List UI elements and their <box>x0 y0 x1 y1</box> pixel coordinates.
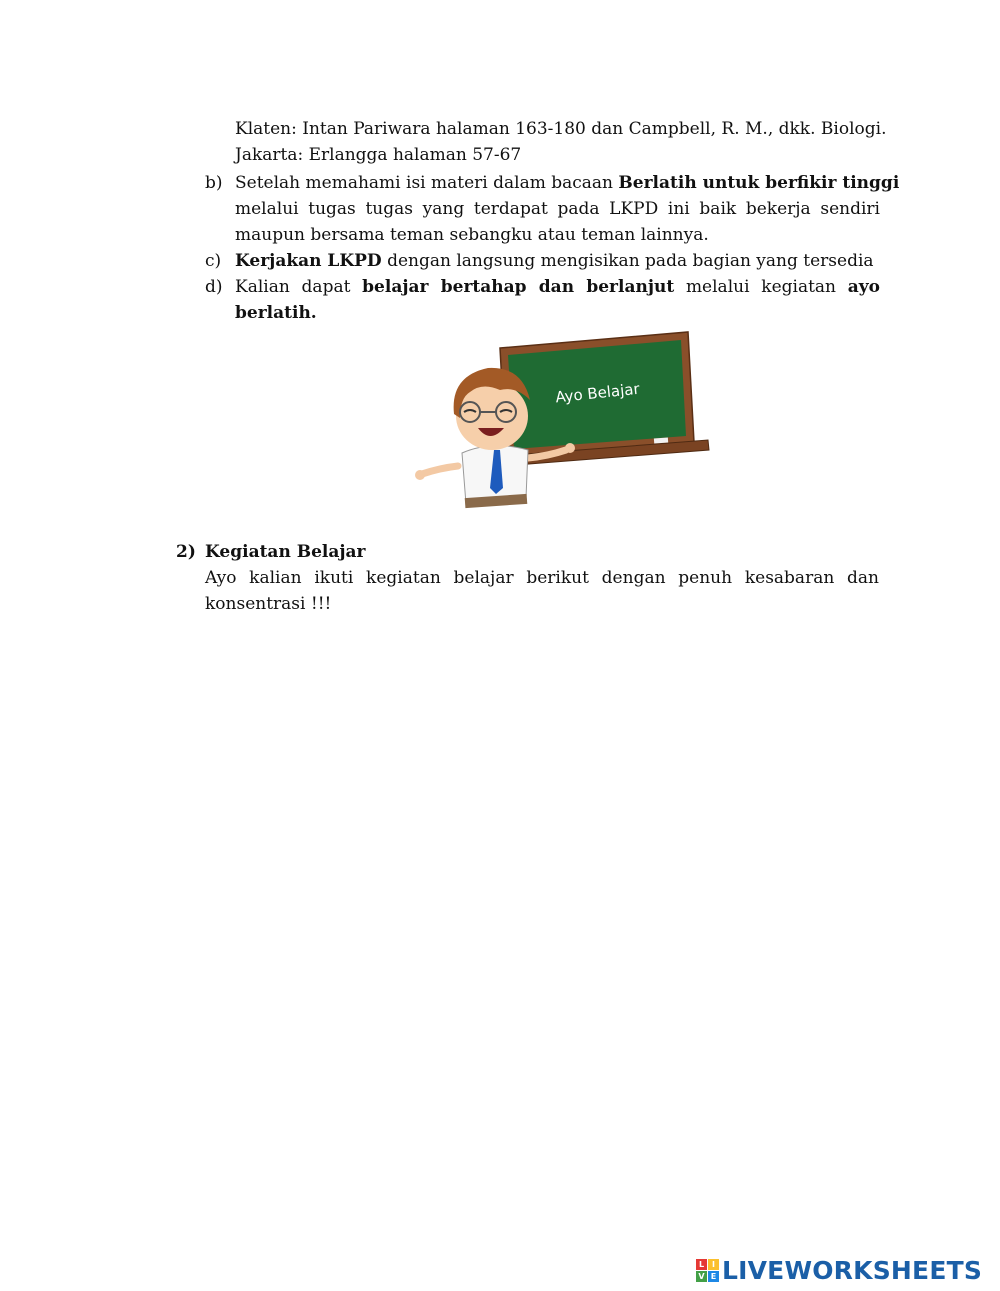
boy-left-arm <box>422 466 458 474</box>
list-marker-c: c) <box>205 251 222 271</box>
list-item-b-line-2: melalui tugas tugas yang terdapat pada LKPD ini baik bekerja sendiri <box>235 199 880 219</box>
reference-line-2: Jakarta: Erlangga halaman 57-67 <box>235 145 522 165</box>
logo-text: LIVEWORKSHEETS <box>722 1255 983 1285</box>
list-item-b-line-3: maupun bersama teman sebangku atau teman lainnya. <box>235 225 709 245</box>
boy-chalkboard-illustration <box>410 328 716 510</box>
section-number: 2) <box>176 542 196 562</box>
list-item-d-line-1: Kalian dapat belajar bertahap dan berlanjut melalui kegiatan ayo <box>235 277 880 297</box>
chalk <box>654 438 668 444</box>
list-item-b-line-1: Setelah memahami isi materi dalam bacaan Berlatih untuk berfikir tinggi <box>235 173 900 193</box>
logo-cube-i: I <box>708 1259 719 1270</box>
list-marker-d: d) <box>205 277 223 297</box>
boy-right-hand <box>565 443 575 453</box>
logo-cube-v: V <box>696 1271 707 1282</box>
section-title: Kegiatan Belajar <box>205 542 366 562</box>
chalkboard-text: Ayo Belajar <box>554 379 641 407</box>
logo-cube-l: L <box>696 1259 707 1270</box>
logo-cubes-icon <box>696 1259 719 1282</box>
logo-cube-e: E <box>708 1271 719 1282</box>
list-marker-b: b) <box>205 173 223 193</box>
reference-line-1: Klaten: Intan Pariwara halaman 163-180 dan Campbell, R. M., dkk. Biologi. <box>235 119 887 139</box>
boy-left-hand <box>415 470 425 480</box>
section-text-line-1: Ayo kalian ikuti kegiatan belajar berikut dengan penuh kesabaran dan <box>205 568 879 588</box>
list-item-d-line-2: berlatih. <box>235 303 317 323</box>
liveworksheets-logo <box>696 1255 982 1285</box>
section-text-line-2: konsentrasi !!! <box>205 594 332 614</box>
list-item-c-line-1: Kerjakan LKPD dengan langsung mengisikan pada bagian yang tersedia <box>235 251 874 271</box>
